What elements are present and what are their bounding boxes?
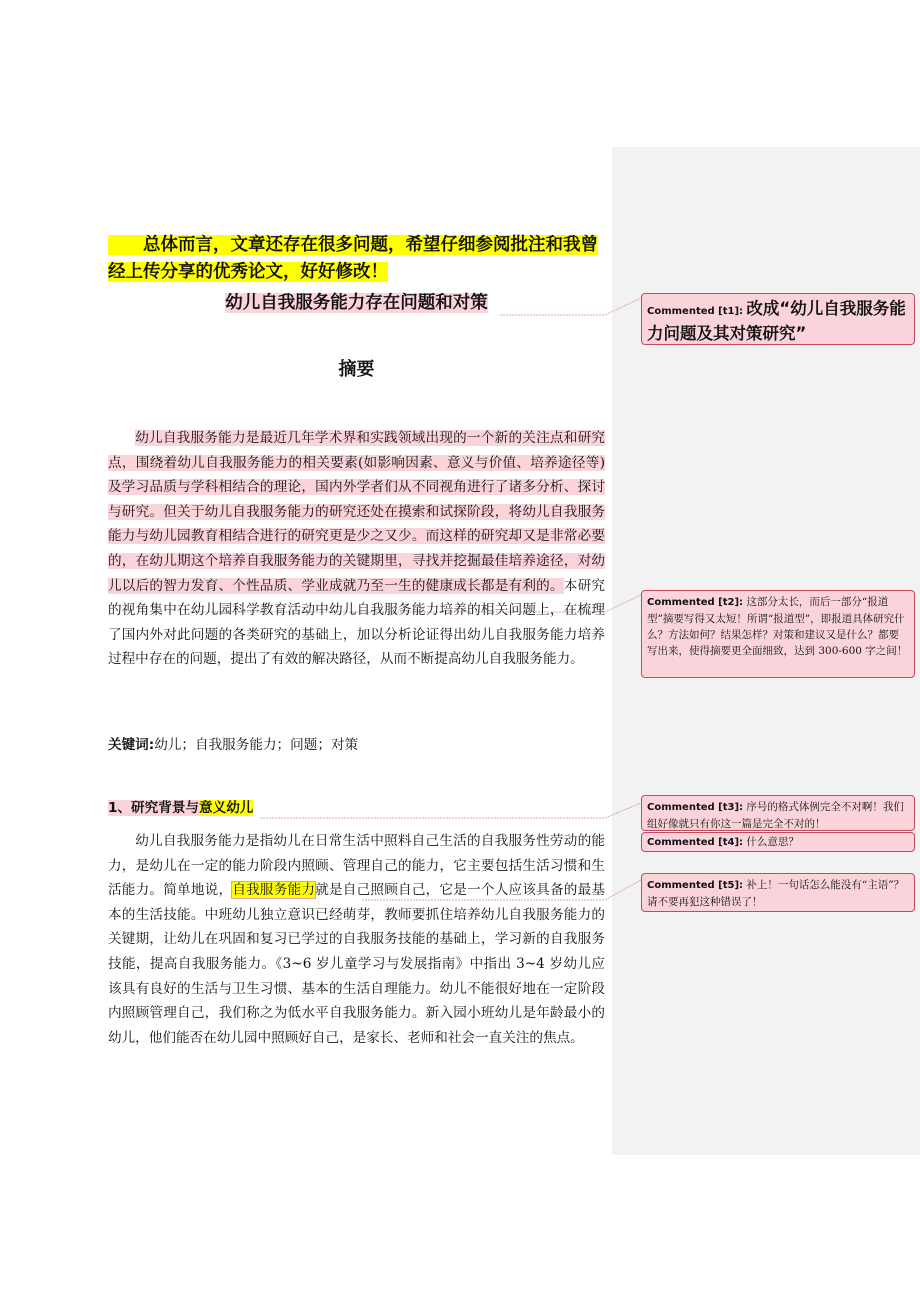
comment-t2[interactable] <box>641 590 915 678</box>
keywords-label: 关键词: <box>108 737 155 753</box>
keywords-line <box>108 733 605 757</box>
section-1-text-after: 就是自己照顾自己，它是一个人应该具备的最基本的生活技能。中班幼儿独立意识已经萌芽，教师要抓住培养幼儿自我服务能力的关键期，让幼儿在巩固和复习已学过的自我服务技能的基础上，学习新的自我服务技能，提高自我服务能力。《3~6 岁儿童学习与发展指南》中指出 3~4 岁幼儿应该具有良好的生活与卫生习惯、基本的生活自理能力。幼儿不能很好地在一定阶段内照顾管理自己，我们称之为低水平自我服务能力。新入园小班幼儿是年龄最小的幼儿，他们能否在幼儿园中照顾好自己，是家长、老师和社会一直关注的焦点。 <box>108 882 606 1046</box>
comment-t1-tag: Commented [t1]: <box>647 306 744 317</box>
section-1-text-before: 幼儿自我服务能力是指幼儿在日常生活中照料自己生活的自我服务性劳动的能力，是幼儿在一定的能力阶段内照顾、管理自己的能力，它主要包括生活习惯和生活能力。简单地说， <box>108 833 605 899</box>
comment-t2-text: 这部分太长，而后一部分“报道型”摘要写得又太短！所谓“报道型”，即报道具体研究什么？方法如何？结果怎样？对策和建议又是什么？都要写出来，使得摘要更全面细致，达到 300-600 字之间！ <box>647 596 908 657</box>
document-title-text: 幼儿自我服务能力存在问题和对策 <box>225 293 488 313</box>
section-1-highlighted-term: 自我服务能力 <box>232 882 316 899</box>
comment-t3-text: 序号的格式体例完全不对啊！我们组好像就只有你这一篇是完全不对的！ <box>647 801 904 830</box>
review-notice-text: 总体而言，文章还存在很多问题，希望仔细参阅批注和我曾经上传分享的优秀论文，好好修改！ <box>108 235 598 282</box>
abstract-rest-text: 本研究的视角集中在幼儿园科学教育活动中幼儿自我服务能力培养的相关问题上，在梳理了国内外对此问题的各类研究的基础上，加以分析论证得出幼儿自我服务能力培养过程中存在的问题，提出了有效的解决路径，从而不断提高幼儿自我服务能力。 <box>108 577 605 668</box>
comment-t1-text: 改成“幼儿自我服务能力问题及其对策研究” <box>647 299 906 343</box>
comment-t3-tag: Commented [t3]: <box>647 802 744 813</box>
comment-t2-tag: Commented [t2]: <box>647 597 744 608</box>
comment-t1[interactable] <box>641 293 915 345</box>
comment-t5[interactable] <box>641 873 915 912</box>
comment-t4-text: 什么意思？ <box>746 836 799 848</box>
section-1-heading-highlighted: 意义幼儿 <box>199 800 254 816</box>
comment-t3[interactable] <box>641 795 915 831</box>
document-title <box>108 290 605 316</box>
keywords-values: 幼儿；自我服务能力；问题；对策 <box>154 737 359 753</box>
comment-t4[interactable] <box>641 832 915 852</box>
abstract-heading: 摘要 <box>338 359 375 380</box>
abstract-highlighted-text: 幼儿自我服务能力是最近几年学术界和实践领域出现的一个新的关注点和研究点，围绕着幼儿自我服务能力的相关要素(如影响因素、意义与价值、培养途径等)及学习品质与学科相结合的理论，国内外学者们从不同视角进行了诸多分析、探讨与研究。但关于幼儿自我服务能力的研究还处在摸索和试探阶段，将幼儿自我服务能力与幼儿园教育相结合进行的研究更是少之又少。而这样的研究却又是非常必要的，在幼儿期这个培养自我服务能力的关键期里，寻找并挖掘最佳培养途径，对幼儿以后的智力发育、个性品质、学业成就乃至一生的健康成长都是有利的。 <box>108 430 605 594</box>
review-notice <box>108 232 605 286</box>
section-1-heading <box>108 796 605 820</box>
comment-t5-tag: Commented [t5]: <box>647 880 744 891</box>
section-1-paragraph <box>108 829 605 1050</box>
comment-t5-text: 补上！一句话怎么能没有“主语”？请不要再犯这种错误了！ <box>647 879 905 908</box>
abstract-paragraph <box>108 426 605 672</box>
comment-t4-tag: Commented [t4]: <box>647 837 744 848</box>
section-1-heading-plain: 1、研究背景与 <box>108 800 200 816</box>
